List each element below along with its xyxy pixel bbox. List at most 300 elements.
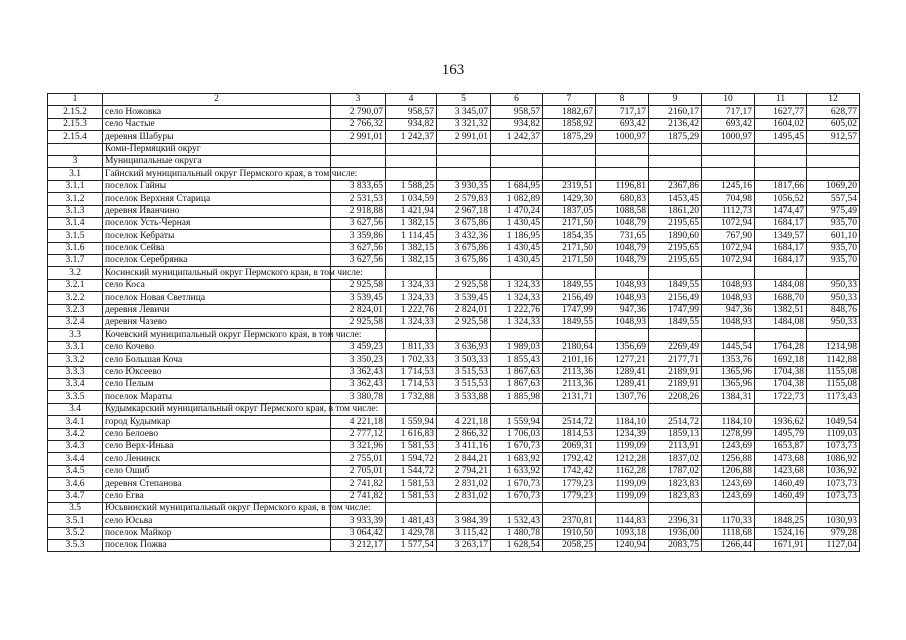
settlement-name: село Ножовка bbox=[103, 106, 331, 118]
table-row bbox=[48, 193, 860, 205]
value-cell: 1289,41 bbox=[596, 366, 649, 378]
table-row bbox=[48, 118, 860, 130]
value-cell: 1484,08 bbox=[755, 317, 807, 329]
value-cell: 1349,57 bbox=[755, 230, 807, 242]
table-row bbox=[48, 292, 860, 304]
value-cell: 2171,50 bbox=[543, 255, 596, 267]
row-code: 3.4 bbox=[48, 403, 103, 415]
value-cell: 2180,64 bbox=[543, 341, 596, 353]
value-cell: 1 222,76 bbox=[491, 304, 543, 316]
value-cell: 2 925,58 bbox=[437, 279, 491, 291]
value-cell: 934,82 bbox=[491, 118, 543, 130]
row-code: 3.4.1 bbox=[48, 416, 103, 428]
value-cell: 1 222,76 bbox=[386, 304, 437, 316]
value-cell: 1 114,45 bbox=[386, 230, 437, 242]
row-code: 3.3 bbox=[48, 329, 103, 341]
tariff-table bbox=[47, 93, 860, 552]
settlement-name: поселок Мараты bbox=[103, 391, 331, 403]
value-cell: 1 242,37 bbox=[491, 131, 543, 143]
value-cell: 1240,94 bbox=[596, 540, 649, 552]
table-row bbox=[48, 131, 860, 143]
value-cell: 2195,65 bbox=[649, 217, 702, 229]
value-cell: 2 925,58 bbox=[331, 279, 386, 291]
value-cell: 950,33 bbox=[807, 279, 860, 291]
settlement-name: деревня Иванчино bbox=[103, 205, 331, 217]
value-cell: 1 867,63 bbox=[491, 378, 543, 390]
value-cell: 3 350,23 bbox=[331, 354, 386, 366]
value-cell: 1072,94 bbox=[702, 242, 755, 254]
value-cell: 2 866,32 bbox=[437, 428, 491, 440]
value-cell: 1936,62 bbox=[755, 416, 807, 428]
value-cell: 2367,86 bbox=[649, 180, 702, 192]
value-cell: 1 324,33 bbox=[386, 279, 437, 291]
empty-cell bbox=[386, 403, 437, 415]
settlement-name: поселок Новая Светлица bbox=[103, 292, 331, 304]
value-cell: 3 064,42 bbox=[331, 527, 386, 539]
value-cell: 717,17 bbox=[702, 106, 755, 118]
value-cell: 767,90 bbox=[702, 230, 755, 242]
value-cell: 1 670,73 bbox=[491, 478, 543, 490]
empty-cell bbox=[491, 502, 543, 514]
value-cell: 704,98 bbox=[702, 193, 755, 205]
empty-cell bbox=[649, 267, 702, 279]
row-code: 3.1.6 bbox=[48, 242, 103, 254]
empty-cell bbox=[755, 329, 807, 341]
value-cell: 2 925,58 bbox=[437, 317, 491, 329]
table-row bbox=[48, 354, 860, 366]
value-cell: 4 221,18 bbox=[331, 416, 386, 428]
value-cell: 1 421,94 bbox=[386, 205, 437, 217]
value-cell: 2514,72 bbox=[543, 416, 596, 428]
column-header: 4 bbox=[386, 94, 437, 106]
row-code: 3.3.1 bbox=[48, 341, 103, 353]
empty-cell bbox=[437, 143, 491, 155]
value-cell: 1256,88 bbox=[702, 453, 755, 465]
empty-cell bbox=[807, 143, 860, 155]
table-row bbox=[48, 527, 860, 539]
value-cell: 2269,49 bbox=[649, 341, 702, 353]
value-cell: 601,10 bbox=[807, 230, 860, 242]
value-cell: 1 702,33 bbox=[386, 354, 437, 366]
value-cell: 912,57 bbox=[807, 131, 860, 143]
value-cell: 1653,87 bbox=[755, 440, 807, 452]
table-row bbox=[48, 515, 860, 527]
table-row bbox=[48, 106, 860, 118]
group-row bbox=[48, 403, 860, 415]
empty-cell bbox=[491, 329, 543, 341]
empty-cell bbox=[437, 155, 491, 167]
table-row bbox=[48, 540, 860, 552]
group-row bbox=[48, 267, 860, 279]
row-code: 3.1.5 bbox=[48, 230, 103, 242]
value-cell: 1849,55 bbox=[543, 279, 596, 291]
value-cell: 934,82 bbox=[386, 118, 437, 130]
empty-cell bbox=[491, 403, 543, 415]
empty-cell bbox=[702, 329, 755, 341]
table-row bbox=[48, 428, 860, 440]
value-cell: 1214,98 bbox=[807, 341, 860, 353]
table-row bbox=[48, 453, 860, 465]
value-cell: 1048,93 bbox=[596, 292, 649, 304]
column-header: 3 bbox=[331, 94, 386, 106]
row-code: 2.15.4 bbox=[48, 131, 103, 143]
value-cell: 3 115,42 bbox=[437, 527, 491, 539]
empty-cell bbox=[702, 168, 755, 180]
value-cell: 1495,45 bbox=[755, 131, 807, 143]
row-code: 3.2.3 bbox=[48, 304, 103, 316]
value-cell: 3 833,65 bbox=[331, 180, 386, 192]
value-cell: 1453,45 bbox=[649, 193, 702, 205]
value-cell: 1817,66 bbox=[755, 180, 807, 192]
value-cell: 1 581,53 bbox=[386, 440, 437, 452]
value-cell: 1 382,15 bbox=[386, 217, 437, 229]
empty-cell bbox=[596, 502, 649, 514]
value-cell: 2113,91 bbox=[649, 440, 702, 452]
empty-cell bbox=[596, 155, 649, 167]
settlement-name: село Белоево bbox=[103, 428, 331, 440]
empty-cell bbox=[702, 403, 755, 415]
value-cell: 1849,55 bbox=[649, 317, 702, 329]
value-cell: 1048,79 bbox=[596, 242, 649, 254]
value-cell: 3 503,33 bbox=[437, 354, 491, 366]
row-code: 3 bbox=[48, 155, 103, 167]
value-cell: 2208,26 bbox=[649, 391, 702, 403]
value-cell: 1 430,45 bbox=[491, 255, 543, 267]
row-code: 3.5.3 bbox=[48, 540, 103, 552]
group-row bbox=[48, 143, 860, 155]
value-cell: 1 430,45 bbox=[491, 242, 543, 254]
table-row bbox=[48, 242, 860, 254]
settlement-name: поселок Серебрянка bbox=[103, 255, 331, 267]
value-cell: 1474,47 bbox=[755, 205, 807, 217]
group-title: Косинский муниципальный округ Пермского края, в том числе: bbox=[103, 267, 331, 279]
row-code: 3.4.4 bbox=[48, 453, 103, 465]
value-cell: 3 263,17 bbox=[437, 540, 491, 552]
value-cell: 3 539,45 bbox=[437, 292, 491, 304]
settlement-name: поселок Пожва bbox=[103, 540, 331, 552]
empty-cell bbox=[649, 502, 702, 514]
table-row bbox=[48, 304, 860, 316]
value-cell: 1 577,54 bbox=[386, 540, 437, 552]
table-row bbox=[48, 366, 860, 378]
group-title: Кочевский муниципальный округ Пермского края, в том числе: bbox=[103, 329, 331, 341]
empty-cell bbox=[702, 143, 755, 155]
empty-cell bbox=[491, 143, 543, 155]
value-cell: 1 382,15 bbox=[386, 255, 437, 267]
column-header: 11 bbox=[755, 94, 807, 106]
value-cell: 1127,04 bbox=[807, 540, 860, 552]
value-cell: 628,77 bbox=[807, 106, 860, 118]
empty-cell bbox=[543, 267, 596, 279]
value-cell: 1088,58 bbox=[596, 205, 649, 217]
settlement-name: село Ошиб bbox=[103, 465, 331, 477]
value-cell: 1854,35 bbox=[543, 230, 596, 242]
value-cell: 1382,51 bbox=[755, 304, 807, 316]
empty-cell bbox=[755, 143, 807, 155]
row-code: 3.5.1 bbox=[48, 515, 103, 527]
value-cell: 1073,73 bbox=[807, 440, 860, 452]
value-cell: 1072,94 bbox=[702, 255, 755, 267]
settlement-name: поселок Кебраты bbox=[103, 230, 331, 242]
value-cell: 3 345,07 bbox=[437, 106, 491, 118]
value-cell: 1 481,43 bbox=[386, 515, 437, 527]
column-header: 1 bbox=[48, 94, 103, 106]
value-cell: 680,83 bbox=[596, 193, 649, 205]
value-cell: 1073,73 bbox=[807, 490, 860, 502]
settlement-name: село Пелым bbox=[103, 378, 331, 390]
value-cell: 1289,41 bbox=[596, 378, 649, 390]
value-cell: 2 967,18 bbox=[437, 205, 491, 217]
value-cell: 1 324,33 bbox=[491, 317, 543, 329]
value-cell: 2195,65 bbox=[649, 242, 702, 254]
value-cell: 605,02 bbox=[807, 118, 860, 130]
value-cell: 1 544,72 bbox=[386, 465, 437, 477]
value-cell: 3 933,39 bbox=[331, 515, 386, 527]
group-title: Коми-Пермяцкий округ bbox=[103, 143, 331, 155]
value-cell: 2156,49 bbox=[649, 292, 702, 304]
value-cell: 3 515,53 bbox=[437, 366, 491, 378]
row-code: 3.1.4 bbox=[48, 217, 103, 229]
value-cell: 947,36 bbox=[702, 304, 755, 316]
settlement-name: село Юсьва bbox=[103, 515, 331, 527]
value-cell: 2396,31 bbox=[649, 515, 702, 527]
value-cell: 1823,83 bbox=[649, 490, 702, 502]
value-cell: 693,42 bbox=[702, 118, 755, 130]
settlement-name: село Верх-Иньва bbox=[103, 440, 331, 452]
empty-cell bbox=[437, 168, 491, 180]
value-cell: 1460,49 bbox=[755, 478, 807, 490]
value-cell: 1671,91 bbox=[755, 540, 807, 552]
value-cell: 1859,13 bbox=[649, 428, 702, 440]
value-cell: 1353,76 bbox=[702, 354, 755, 366]
row-code: 3.4.2 bbox=[48, 428, 103, 440]
row-code: 3.2 bbox=[48, 267, 103, 279]
value-cell: 1162,28 bbox=[596, 465, 649, 477]
settlement-name: поселок Усть-Черная bbox=[103, 217, 331, 229]
value-cell: 3 636,93 bbox=[437, 341, 491, 353]
empty-cell bbox=[807, 168, 860, 180]
value-cell: 1184,10 bbox=[702, 416, 755, 428]
group-title: Муниципальные округа bbox=[103, 155, 331, 167]
empty-cell bbox=[807, 403, 860, 415]
settlement-name: поселок Верхняя Старица bbox=[103, 193, 331, 205]
value-cell: 3 675,86 bbox=[437, 242, 491, 254]
value-cell: 2 824,01 bbox=[437, 304, 491, 316]
value-cell: 3 627,56 bbox=[331, 255, 386, 267]
group-row bbox=[48, 502, 860, 514]
empty-cell bbox=[437, 502, 491, 514]
value-cell: 2 531,53 bbox=[331, 193, 386, 205]
value-cell: 1243,69 bbox=[702, 478, 755, 490]
table-row bbox=[48, 180, 860, 192]
value-cell: 1849,55 bbox=[543, 317, 596, 329]
value-cell: 1170,33 bbox=[702, 515, 755, 527]
row-code: 3.4.3 bbox=[48, 440, 103, 452]
column-header: 8 bbox=[596, 94, 649, 106]
value-cell: 693,42 bbox=[596, 118, 649, 130]
value-cell: 1155,08 bbox=[807, 366, 860, 378]
column-header: 12 bbox=[807, 94, 860, 106]
value-cell: 1 034,59 bbox=[386, 193, 437, 205]
value-cell: 2514,72 bbox=[649, 416, 702, 428]
row-code: 3.4.7 bbox=[48, 490, 103, 502]
value-cell: 1823,83 bbox=[649, 478, 702, 490]
value-cell: 1837,02 bbox=[649, 453, 702, 465]
group-row bbox=[48, 168, 860, 180]
value-cell: 1 470,24 bbox=[491, 205, 543, 217]
empty-cell bbox=[437, 267, 491, 279]
value-cell: 2 918,88 bbox=[331, 205, 386, 217]
empty-cell bbox=[543, 155, 596, 167]
value-cell: 1692,18 bbox=[755, 354, 807, 366]
value-cell: 1787,02 bbox=[649, 465, 702, 477]
row-code: 3.2.2 bbox=[48, 292, 103, 304]
value-cell: 1 480,78 bbox=[491, 527, 543, 539]
value-cell: 1234,39 bbox=[596, 428, 649, 440]
group-title: Кудымкарский муниципальный округ Пермского края, в том числе: bbox=[103, 403, 331, 415]
value-cell: 2156,49 bbox=[543, 292, 596, 304]
value-cell: 950,33 bbox=[807, 292, 860, 304]
table-row bbox=[48, 478, 860, 490]
value-cell: 1093,18 bbox=[596, 527, 649, 539]
value-cell: 1212,28 bbox=[596, 453, 649, 465]
value-cell: 2 777,12 bbox=[331, 428, 386, 440]
value-cell: 1 430,45 bbox=[491, 217, 543, 229]
empty-cell bbox=[755, 403, 807, 415]
value-cell: 2 755,01 bbox=[331, 453, 386, 465]
row-code: 3.1.7 bbox=[48, 255, 103, 267]
value-cell: 1056,52 bbox=[755, 193, 807, 205]
row-code: 3.5.2 bbox=[48, 527, 103, 539]
value-cell: 1 867,63 bbox=[491, 366, 543, 378]
empty-cell bbox=[331, 155, 386, 167]
empty-cell bbox=[386, 168, 437, 180]
value-cell: 1936,00 bbox=[649, 527, 702, 539]
empty-cell bbox=[437, 403, 491, 415]
value-cell: 1 683,92 bbox=[491, 453, 543, 465]
value-cell: 1 989,03 bbox=[491, 341, 543, 353]
value-cell: 1266,44 bbox=[702, 540, 755, 552]
value-cell: 2113,36 bbox=[543, 366, 596, 378]
empty-cell bbox=[755, 267, 807, 279]
value-cell: 2 844,21 bbox=[437, 453, 491, 465]
value-cell: 1460,49 bbox=[755, 490, 807, 502]
empty-cell bbox=[386, 329, 437, 341]
value-cell: 1910,50 bbox=[543, 527, 596, 539]
column-header: 6 bbox=[491, 94, 543, 106]
value-cell: 4 221,18 bbox=[437, 416, 491, 428]
empty-cell bbox=[596, 143, 649, 155]
value-cell: 1837,05 bbox=[543, 205, 596, 217]
value-cell: 2113,36 bbox=[543, 378, 596, 390]
value-cell: 3 362,43 bbox=[331, 378, 386, 390]
value-cell: 1849,55 bbox=[649, 279, 702, 291]
value-cell: 1890,60 bbox=[649, 230, 702, 242]
empty-cell bbox=[755, 155, 807, 167]
value-cell: 1048,93 bbox=[596, 317, 649, 329]
value-cell: 2 991,01 bbox=[437, 131, 491, 143]
empty-cell bbox=[702, 502, 755, 514]
value-cell: 3 984,39 bbox=[437, 515, 491, 527]
value-cell: 1764,28 bbox=[755, 341, 807, 353]
empty-cell bbox=[596, 168, 649, 180]
value-cell: 3 432,36 bbox=[437, 230, 491, 242]
value-cell: 1 588,25 bbox=[386, 180, 437, 192]
value-cell: 1858,92 bbox=[543, 118, 596, 130]
value-cell: 1199,09 bbox=[596, 478, 649, 490]
value-cell: 1 559,94 bbox=[386, 416, 437, 428]
page-number: 163 bbox=[441, 62, 465, 78]
value-cell: 935,70 bbox=[807, 217, 860, 229]
value-cell: 2 766,32 bbox=[331, 118, 386, 130]
value-cell: 1792,42 bbox=[543, 453, 596, 465]
settlement-name: город Кудымкар bbox=[103, 416, 331, 428]
value-cell: 2069,31 bbox=[543, 440, 596, 452]
row-code bbox=[48, 143, 103, 155]
value-cell: 1184,10 bbox=[596, 416, 649, 428]
value-cell: 1779,23 bbox=[543, 490, 596, 502]
row-code: 3.1.3 bbox=[48, 205, 103, 217]
value-cell: 1 628,54 bbox=[491, 540, 543, 552]
value-cell: 2 579,83 bbox=[437, 193, 491, 205]
value-cell: 979,28 bbox=[807, 527, 860, 539]
value-cell: 958,57 bbox=[491, 106, 543, 118]
value-cell: 975,49 bbox=[807, 205, 860, 217]
value-cell: 1 532,43 bbox=[491, 515, 543, 527]
value-cell: 1747,99 bbox=[543, 304, 596, 316]
value-cell: 935,70 bbox=[807, 242, 860, 254]
value-cell: 1484,08 bbox=[755, 279, 807, 291]
value-cell: 1684,17 bbox=[755, 217, 807, 229]
value-cell: 1243,69 bbox=[702, 440, 755, 452]
value-cell: 1048,93 bbox=[702, 317, 755, 329]
value-cell: 3 627,56 bbox=[331, 217, 386, 229]
value-cell: 1445,54 bbox=[702, 341, 755, 353]
value-cell: 1365,96 bbox=[702, 378, 755, 390]
value-cell: 1243,69 bbox=[702, 490, 755, 502]
settlement-name: село Егва bbox=[103, 490, 331, 502]
group-row bbox=[48, 329, 860, 341]
column-header: 5 bbox=[437, 94, 491, 106]
column-header: 10 bbox=[702, 94, 755, 106]
settlement-name: село Большая Коча bbox=[103, 354, 331, 366]
value-cell: 1 594,72 bbox=[386, 453, 437, 465]
value-cell: 1048,79 bbox=[596, 255, 649, 267]
value-cell: 1495,79 bbox=[755, 428, 807, 440]
value-cell: 1 082,89 bbox=[491, 193, 543, 205]
value-cell: 1049,54 bbox=[807, 416, 860, 428]
empty-cell bbox=[386, 143, 437, 155]
value-cell: 2195,65 bbox=[649, 255, 702, 267]
group-title: Юсьвинский муниципальный округ Пермского края, в том числе: bbox=[103, 502, 331, 514]
value-cell: 1277,21 bbox=[596, 354, 649, 366]
value-cell: 1473,68 bbox=[755, 453, 807, 465]
settlement-name: деревня Шабуры bbox=[103, 131, 331, 143]
value-cell: 2160,17 bbox=[649, 106, 702, 118]
value-cell: 935,70 bbox=[807, 255, 860, 267]
empty-cell bbox=[807, 329, 860, 341]
value-cell: 1199,09 bbox=[596, 490, 649, 502]
value-cell: 2370,81 bbox=[543, 515, 596, 527]
value-cell: 3 212,17 bbox=[331, 540, 386, 552]
value-cell: 2189,91 bbox=[649, 378, 702, 390]
value-cell: 1 186,95 bbox=[491, 230, 543, 242]
table-row bbox=[48, 205, 860, 217]
table-row bbox=[48, 490, 860, 502]
value-cell: 1112,73 bbox=[702, 205, 755, 217]
value-cell: 2 925,58 bbox=[331, 317, 386, 329]
empty-cell bbox=[386, 267, 437, 279]
